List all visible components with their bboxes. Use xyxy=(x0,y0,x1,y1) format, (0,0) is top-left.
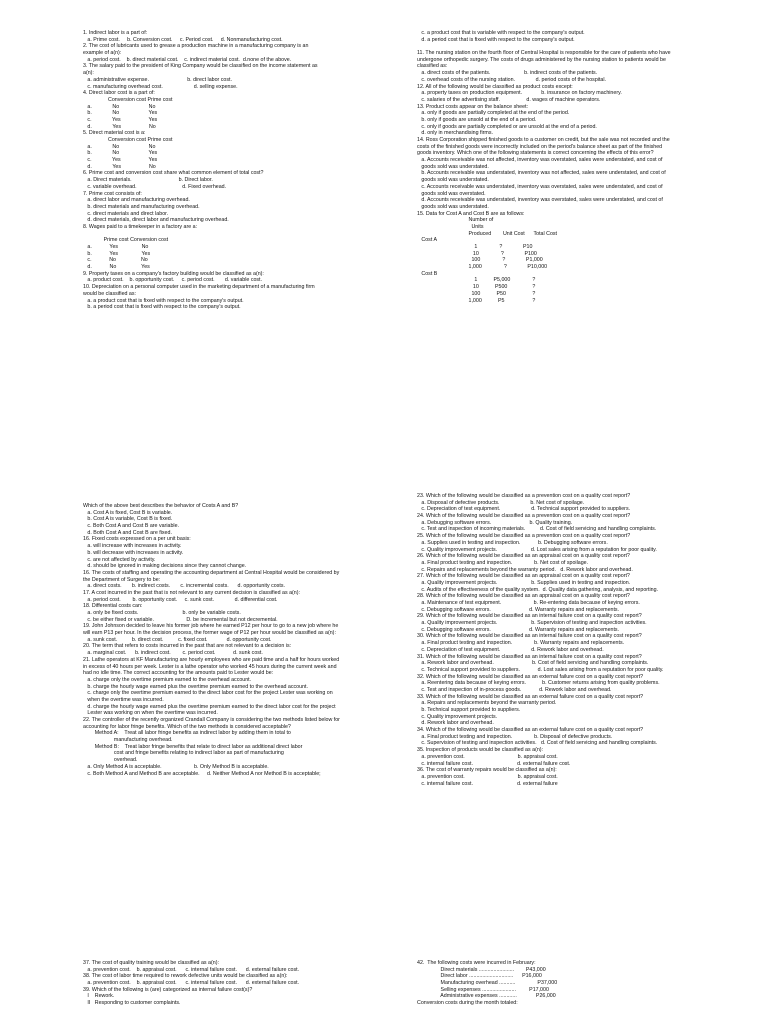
text-line: a. Rework labor and overhead. b. Cost of field servicing and handling complaints. xyxy=(417,660,649,667)
text-line: Method B: Treat labor fringe benefits that relate to direct labor as additional direct labor xyxy=(83,743,303,750)
text-line: c. No No xyxy=(83,257,148,264)
text-line: a. Final product testing and inspection. b. Disposal of defective products. xyxy=(417,733,613,740)
text-line: 12. All of the following would be classified as product costs except: xyxy=(417,83,573,90)
text-line: costs of the finished goods were incorrectly included on the period's balance sheet as part of the finished xyxy=(417,143,663,150)
text-line: b. No Yes xyxy=(83,110,158,117)
text-line: cost and fringe benefits relating to indirect labor as part of manufacturing xyxy=(83,750,284,757)
text-line: 29. Which of the following would be classified as an internal failure cost on a quality cost report? xyxy=(417,613,642,620)
text-line: 100 P50 ? xyxy=(417,290,536,297)
text-line: a. will increase with increases in activity. xyxy=(83,543,182,550)
text-line: c. Supervision of testing and inspection activities. d. Cost of field servicing and handling complaints. xyxy=(417,740,658,747)
text-line: d. direct materials, direct labor and manufacturing overhead. xyxy=(83,217,229,224)
text-line: 10. Depreciation on a personal computer used in the marketing department of a manufacturing firm xyxy=(83,284,315,291)
text-line: would be classified as: xyxy=(83,290,136,297)
text-line: b. Accounts receivable was understated, inventory was not affected, sales were understated, and cost of xyxy=(417,170,666,177)
text-line: Prime cost Conversion cost xyxy=(83,237,169,244)
text-line: Units xyxy=(417,223,484,230)
text-line: 18. Differential costs can: xyxy=(83,603,143,610)
text-line: a. Quality improvement projects. b. Supervision of testing and inspection activities. xyxy=(417,620,647,627)
text-line: c. Repairs and replacements beyond the warranty period. d. Rework labor and overhead. xyxy=(417,566,633,573)
text-line: d. charge the hourly wage earned plus the overtime premium earned to the direct labor cost for the project xyxy=(83,703,336,710)
text-line: 1 P5,000 ? xyxy=(417,277,536,284)
text-line: will earn P13 per hour. In the decision process, the former wage of P12 per hour would be classified as a(n): xyxy=(83,630,336,637)
text-line: 3. The salary paid to the president of King Company would be classified on the income statement as xyxy=(83,63,318,70)
text-line: a. only be fixed costs. b. only be variable costs. xyxy=(83,610,241,616)
text-line: a. Direct materials. b. Direct labor. xyxy=(83,177,213,184)
text-line: 14. Ross Corporation shipped finished goods to a customer on credit, but the sale was not recorded and the xyxy=(417,137,670,143)
text-line: c. direct materials and direct labor. xyxy=(83,210,169,217)
text-line: 1 ? P10 xyxy=(417,244,533,250)
text-line: a. Reentering data because of keying errors. b. Customer returns arising from quality problems. xyxy=(417,680,660,687)
text-line: c. Technical support provided to suppliers. d. Lost sales arising from a reputation for poor quality. xyxy=(417,666,664,673)
text-line: 7. Prime cost consists of: xyxy=(83,190,142,197)
text-line: Direct labor .............................. P16,000 xyxy=(417,973,542,980)
text-line: 32. Which of the following would be classified as an external failure cost on a quality cost report? xyxy=(417,673,644,680)
text-line: overhead. xyxy=(83,757,138,764)
text-line: 26. Which of the following would be classified as an appraisal cost on a quality cost report? xyxy=(417,553,630,560)
text-line: a. No No xyxy=(83,103,156,110)
text-line xyxy=(83,231,413,238)
text-line: undergone orthopedic surgery. The costs of drugs administered by the nursing station to patients would be xyxy=(417,56,666,63)
text-line: c. Audits of the effectiveness of the quality system. d. Quality data gathering, analysis, and reporting. xyxy=(417,586,659,593)
text-line: Direct materials ........................ P43,000 xyxy=(417,966,546,973)
text-line: c. salaries of the advertising staff. d. wages of machine operators. xyxy=(417,96,601,103)
text-line: c. Quality improvement projects. d. Lost sales arising from a reputation for poor quality. xyxy=(417,546,657,553)
text-line: Conversion costs during the month totaled: xyxy=(417,1000,518,1007)
text-line: c. Depreciation of test equipment. d. Rework labor and overhead. xyxy=(417,646,604,653)
text-line: Cost B xyxy=(417,270,438,277)
text-line: Conversion cost Prime cost xyxy=(83,96,173,103)
page-column-top-left xyxy=(83,30,413,311)
text-line: a. Quality improvement projects. b. Supplies used in testing and inspection. xyxy=(417,579,631,586)
text-line: 39. Which of the following is (are) categorized as internal failure cost(s)? xyxy=(83,986,253,993)
text-line: 34. Which of the following would be classified as an external failure cost on a quality cost report? xyxy=(417,727,644,734)
text-line: 31. Which of the following would be classified as an internal failure cost on a quality cost report? xyxy=(417,653,642,660)
text-line: a. Maintenance of test equipment. b. Re-entering data because of keying errors. xyxy=(417,600,640,606)
text-line: b. Technical support provided to suppliers. xyxy=(417,707,521,713)
text-line: c. Debugging software errors. d. Warranty repairs and replacements. xyxy=(417,626,620,633)
text-line: a. charge only the overtime premium earned to the overhead account. xyxy=(83,676,252,683)
text-line: a. only if goods are partially completed at the end of the period. xyxy=(417,110,570,117)
text-line: 21. Lathe operators at KF Manufacturing are hourly employees who are paid time and a half for hours worked xyxy=(83,656,340,663)
text-line: a. Final product testing and inspection. b. Warranty repairs and replacements. xyxy=(417,640,625,647)
text-line: 1,000 P5 ? xyxy=(417,297,536,304)
text-line: 4. Direct labor cost is a part of: xyxy=(83,90,155,97)
text-line: b. Yes Yes xyxy=(83,250,151,257)
text-line: d. Yes No xyxy=(83,163,156,170)
text-line: 23. Which of the following would be classified as a prevention cost on a quality cost report? xyxy=(417,493,631,499)
text-line: c. overhead costs of the nursing station. d. period costs of the hospital. xyxy=(417,76,607,83)
text-line: II Responding to customer complaints. xyxy=(83,1000,181,1007)
text-line: 100 ? P1,000 xyxy=(417,257,543,264)
text-line: a. Disposal of defective products. b. Net cost of spoilage. xyxy=(417,499,585,506)
text-line: had no idle time. The correct accounting for the amounts paid to Lester would be: xyxy=(83,670,274,677)
text-line: c. Depreciation of test equipment. d. Technical support provided to suppliers. xyxy=(417,506,631,513)
text-line: c. be either fixed or variable. D. be incremental but not decremental. xyxy=(83,616,278,623)
text-line: a. Supplies used in testing and inspection. b. Debugging software errors. xyxy=(417,539,608,546)
text-line: in excess of 40 hours per week. Lester is a lathe operator who worked 45 hours during the current week and xyxy=(83,663,337,670)
page-column-bottom-left xyxy=(83,503,413,777)
text-line: a. direct costs of the patients. b. indirect costs of the patients. xyxy=(417,70,598,77)
text-line: Conversion cost Prime cost xyxy=(83,137,173,143)
text-line: the Department of Surgery to be: xyxy=(83,576,161,583)
text-line: Lester was working on when the overtime was incurred. xyxy=(83,710,218,717)
text-line: d. No Yes xyxy=(83,264,150,271)
text-line: d. Yes No xyxy=(83,123,156,130)
text-line: manufacturing overhead. xyxy=(83,737,173,744)
text-line: a. Debugging software errors. b. Quality training. xyxy=(417,519,573,526)
text-line: 37. The cost of quality training would be classified as a(n): xyxy=(83,960,219,966)
text-line: a. Cost A is fixed, Cost B is variable. xyxy=(83,509,173,516)
text-line: 20. The term that refers to costs incurred in the past that are not relevant to a decision is: xyxy=(83,643,292,650)
text-line: a. a product cost that is fixed with respect to the company's output. xyxy=(83,297,244,304)
text-line: 42. The following costs were incurred in February: xyxy=(417,960,536,966)
text-line: 30. Which of the following would be classified as an internal failure cost on a quality cost report? xyxy=(417,633,642,640)
text-line: a. administrative expense. b. direct labor cost. xyxy=(83,76,232,83)
text-line: 10 P500 ? xyxy=(417,284,536,291)
text-line: c. charge only the overtime premium earned to the direct labor cost for the project Lester was working on xyxy=(83,690,333,697)
text-line: b. a period cost that is fixed with respect to the company's output. xyxy=(83,304,241,311)
text-line: Number of xyxy=(417,217,494,224)
text-line: d. a period cost that is fixed with respect to the company's output. xyxy=(417,36,575,43)
text-line: c. Yes Yes xyxy=(83,116,158,123)
text-line: b. Cost A is variable, Cost B is fixed. xyxy=(83,516,173,523)
text-line: Produced Unit Cost Total Cost xyxy=(417,230,558,237)
text-line: a. direct costs. b. indirect costs. c. incremental costs. d. opportunity costs. xyxy=(83,583,285,590)
text-line: a. prevention cost. b. appraisal cost. xyxy=(417,773,558,780)
text-line: a. direct labor and manufacturing overhead. xyxy=(83,197,190,204)
text-line: 1,000 ? P10,000 xyxy=(417,264,548,271)
text-line: goods inventory. Which one of the following statements is correct concerning the effects of this error? xyxy=(417,150,654,157)
text-line: when the overtime was incurred. xyxy=(83,696,164,703)
text-line: 33. Which of the following would be classified as an external failure cost on a quality cost report? xyxy=(417,693,644,700)
text-line: 24. Which of the following would be classified as a prevention cost on a quality cost report? xyxy=(417,513,631,520)
text-line: c. Accounts receivable was understated, inventory was overstated, sales were understated, and cost of xyxy=(417,183,663,190)
text-line: 16. The costs of staffing and operating the accounting department at Central Hospital would be considered by xyxy=(83,569,340,576)
text-line: Manufacturing overhead ........... P37,000 xyxy=(417,980,558,987)
text-line: 10 ? P100 xyxy=(417,250,537,257)
text-line: accounting for labor fringe benefits. Which of the two methods is considered acceptable? xyxy=(83,723,291,730)
text-line: 36. The cost of warranty repairs would be classified as a(n): xyxy=(417,767,557,774)
text-line: Selling expenses ....................... P17,000 xyxy=(417,986,549,993)
text-line: 6. Prime cost and conversion cost share what common element of total cost? xyxy=(83,170,264,177)
text-line: c. a product cost that is variable with respect to the company's output. xyxy=(417,30,585,36)
text-line xyxy=(417,43,737,50)
text-line: a. property taxes on production equipment. b. insurance on factory machinery. xyxy=(417,90,622,97)
text-line: c. only if goods are partially completed or are unsold at the end of a period. xyxy=(417,123,597,130)
text-line: Administrative expenses ............ P26,000 xyxy=(417,993,556,1000)
text-line: b. charge the hourly wage earned plus the overtime premium earned to the overhead account. xyxy=(83,683,308,690)
text-line: goods sold was understated. xyxy=(417,203,489,210)
text-line: goods sold was understated. xyxy=(417,177,489,184)
text-line: Which of the above best describes the behavior of Costs A and B? xyxy=(83,503,239,509)
page-column-footer-right xyxy=(417,960,737,1007)
text-line: c. Quality improvement projects. xyxy=(417,713,498,720)
text-line: example of a(n): xyxy=(83,50,122,57)
text-line: a. product cost. b. opportunity cost. c. period cost. d. variable cost. xyxy=(83,277,263,284)
text-line: a. Final product testing and inspection. b. Net cost of spoilage. xyxy=(417,559,589,566)
text-line: goods sold was understated. xyxy=(417,163,489,170)
text-line: classified as: xyxy=(417,63,448,70)
text-line: c. Test and inspection of in-process goods. d. Rework labor and overhead. xyxy=(417,686,612,693)
text-line: Method A: Treat all labor fringe benefits as indirect labor by adding them in total to xyxy=(83,730,291,737)
text-line: Cost A xyxy=(417,237,438,244)
text-line: goods sold was overstated. xyxy=(417,190,486,197)
text-line: a. No No xyxy=(83,143,156,150)
text-line: 9. Property taxes on a company's factory building would be classified as a(n): xyxy=(83,270,264,277)
text-line: a. period cost. b. opportunity cost. c. sunk cost. d. differential cost. xyxy=(83,596,278,603)
text-line: 8. Wages paid to a timekeeper in a factory are a: xyxy=(83,223,198,230)
text-line: a. marginal cost. b. indirect cost. c. period cost. d. sunk cost. xyxy=(83,650,263,657)
text-line: 25. Which of the following would be classified as a prevention cost on a quality cost report? xyxy=(417,533,631,540)
text-line: a. prevention cost. b. appraisal cost. c. internal failure cost. d. external failure cost. xyxy=(83,980,300,987)
text-line: 2. The cost of lubricants used to grease a production machine in a manufacturing company is an xyxy=(83,43,309,50)
text-line: c. are not affected by activity. xyxy=(83,556,156,563)
text-line: a. Yes No xyxy=(83,244,149,250)
text-line: d. Accounts receivable was understated, inventory was overstated, sales were understated, and cost of xyxy=(417,197,663,204)
text-line: c. internal failure cost. d. external failure cost. xyxy=(417,760,571,767)
text-line: c. variable overhead. d. Fixed overhead. xyxy=(83,183,227,190)
text-line: d. only in merchandising firms. xyxy=(417,130,493,137)
text-line: a. prevention cost. b. appraisal cost. c. internal failure cost. d. external failure cost. xyxy=(83,966,300,973)
page-column-top-right xyxy=(417,30,737,304)
text-line: a. prevention cost. b. appraisal cost. xyxy=(417,753,558,760)
page-column-footer-left xyxy=(83,960,413,1007)
text-line: 17. A cost incurred in the past that is not relevant to any current decision is classified as a(n): xyxy=(83,589,300,596)
text-line: b. direct materials and manufacturing overhead. xyxy=(83,203,200,210)
text-line: c. Test and inspection of incoming materials. d. Cost of field servicing and handling complaints. xyxy=(417,526,657,533)
text-line: c. Both Cost A and Cost B are variable. xyxy=(83,523,179,530)
text-line: 28. Which of the following would be classified as an appraisal cost on a quality cost report? xyxy=(417,593,630,600)
text-line: c. Both Method A and Method B are acceptable. d. Neither Method A nor Method B is acceptable; xyxy=(83,770,321,777)
text-line: c. Debugging software errors. d. Warranty repairs and replacements. xyxy=(417,606,620,613)
text-line: d. should be ignored in making decisions since they cannot change. xyxy=(83,563,247,570)
text-line: b. will decrease with increases in activity. xyxy=(83,549,184,556)
text-line: 16. Fixed costs expressed on a per unit basis: xyxy=(83,536,191,543)
text-line: c. internal failure cost. d. external failure xyxy=(417,780,558,787)
text-line: 22. The controller of the recently organized Crandall Company is considering the two methods listed below for xyxy=(83,717,340,723)
text-line: c. manufacturing overhead cost. d. selling expense. xyxy=(83,83,238,90)
text-line: a. Accounts receivable was not affected, inventory was overstated, sales were understated, and cost of xyxy=(417,157,663,164)
text-line: a. period cost. b. direct material cost. c. indirect material cost. d.none of the above. xyxy=(83,56,292,63)
text-line: 11. The nursing station on the fourth floor of Central Hospital is responsible for the care of patients who have xyxy=(417,50,671,57)
text-line: d. Both Cost A and Cost B are fixed. xyxy=(83,529,172,536)
text-line: 38. The cost of labor time required to rework defective units would be classified as a(n): xyxy=(83,973,288,980)
text-line: b. only if goods are unsold at the end of a period. xyxy=(417,116,537,123)
text-line: c. Yes Yes xyxy=(83,157,158,164)
text-line: 15. Data for Cost A and Cost B are as follows: xyxy=(417,210,525,217)
text-line: 13. Product costs appear on the balance sheet: xyxy=(417,103,529,110)
text-line: 19. John Johnson decided to leave his former job where he earned P12 per hour to go to a new job where he xyxy=(83,623,339,630)
text-line: a. Only Method A is acceptable. b. Only Method B is acceptable. xyxy=(83,763,269,770)
text-line: a. Repairs and replacements beyond the warranty period. xyxy=(417,700,557,707)
text-line: b. No Yes xyxy=(83,150,158,157)
text-line: 5. Direct material cost is a: xyxy=(83,130,146,137)
text-line: 1. Indirect labor is a part of: xyxy=(83,30,148,36)
text-line: d. Rework labor and overhead. xyxy=(417,720,494,727)
text-line: I Rework. xyxy=(83,993,115,1000)
text-line: a(n): xyxy=(83,70,94,77)
text-line: 27. Which of the following would be classified as an appraisal cost on a quality cost report? xyxy=(417,573,630,580)
text-line: 35. Inspection of products would be classified as a(n): xyxy=(417,747,544,754)
text-line: a. sunk cost. b. direct cost. c. fixed cost. d. opportunity cost. xyxy=(83,636,272,643)
text-line: a. Prime cost. b. Conversion cost. c. Period cost. d. Nonmanufacturing cost. xyxy=(83,36,283,43)
page-column-bottom-right xyxy=(417,493,737,787)
